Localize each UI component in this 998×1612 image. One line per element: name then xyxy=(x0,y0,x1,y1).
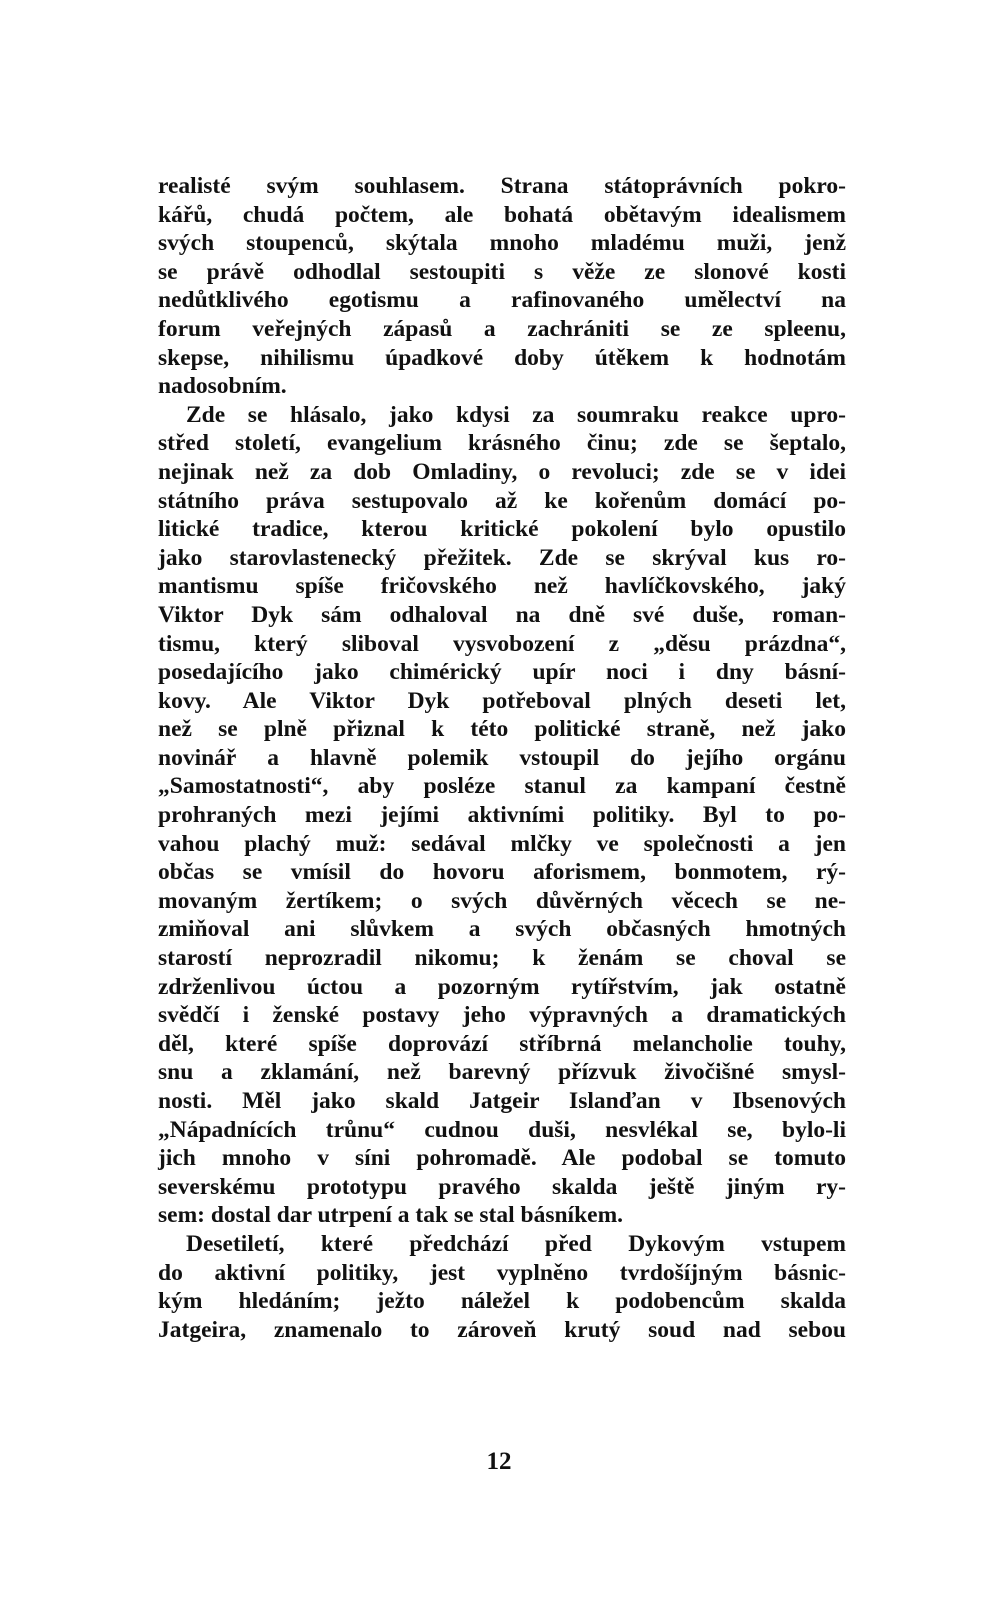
text-line: Desetiletí, které předchází před Dykovým vstupem xyxy=(186,1230,846,1257)
text-line: posedajícího jako chimérický upír noci i dny básní- xyxy=(158,659,846,686)
text-line: kým hledáním; ježto náležel k podobencům skalda xyxy=(158,1288,846,1315)
text-line: prohraných mezi jejími aktivními politiky. Byl to po- xyxy=(158,802,846,829)
text-line: zmiňoval ani slůvkem a svých občasných hmotných xyxy=(158,916,846,943)
text-line: movaným žertíkem; o svých důvěrných věcech se ne- xyxy=(158,887,846,914)
text-line: Zde se hlásalo, jako kdysi za soumraku reakce upro- xyxy=(186,401,846,428)
text-line: svých stoupenců, skýtala mnoho mladému muži, jenž xyxy=(158,230,846,257)
text-line: starostí neprozradil nikomu; k ženám se choval se xyxy=(158,945,846,972)
text-line: vahou plachý muž: sedával mlčky ve společnosti a jen xyxy=(158,830,846,857)
text-line: „Samostatnosti“, aby posléze stanul za kampaní čestně xyxy=(158,773,846,800)
text-line: forum veřejných zápasů a zachrániti se ze spleenu, xyxy=(158,315,846,342)
text-line: severskému prototypu pravého skalda ještě jiným ry- xyxy=(158,1173,846,1200)
text-line: nedůtklivého egotismu a rafinovaného umělectví na xyxy=(158,287,846,314)
text-line: kovy. Ale Viktor Dyk potřeboval plných deseti let, xyxy=(158,687,846,714)
text-line: mantismu spíše fričovského než havlíčkovského, jaký xyxy=(158,573,846,600)
text-line: svědčí i ženské postavy jeho výpravných a dramatických xyxy=(158,1002,846,1029)
text-line: děl, které spíše doprovází stříbrná melancholie touhy, xyxy=(158,1030,846,1057)
text-line: skepse, nihilismu úpadkové doby útěkem k hodnotám xyxy=(158,344,846,371)
page-number: 12 xyxy=(486,1448,512,1475)
text-line: Viktor Dyk sám odhaloval na dně své duše, roman- xyxy=(158,601,846,628)
text-line: kářů, chudá počtem, ale bohatá obětavým idealismem xyxy=(158,201,846,228)
text-line: státního práva sestupovalo až ke kořenům domácí po- xyxy=(158,487,846,514)
text-line: nadosobním. xyxy=(158,373,287,400)
text-line: nosti. Měl jako skald Jatgeir Islanďan v Ibsenových xyxy=(158,1088,846,1114)
text-line: se právě odhodlal sestoupiti s věže ze slonové kosti xyxy=(158,258,846,285)
text-line: než se plně přiznal k této politické straně, než jako xyxy=(158,716,846,743)
text-line: realisté svým souhlasem. Strana státoprávních pokro- xyxy=(158,173,846,199)
text-line: sem: dostal dar utrpení a tak se stal básníkem. xyxy=(158,1202,624,1229)
text-line: zdrženlivou úctou a pozorným rytířstvím, jak ostatně xyxy=(158,973,846,1000)
text-line: jich mnoho v síni pohromadě. Ale podobal se tomuto xyxy=(158,1145,846,1172)
text-line: snu a zklamání, než barevný přízvuk živočišné smysl- xyxy=(158,1059,846,1086)
text-line: tismu, který sliboval vysvobození z „děsu prázdna“, xyxy=(158,630,846,657)
text-line: nejinak než za dob Omladiny, o revoluci; zde se v idei xyxy=(158,458,846,485)
text-line: novinář a hlavně polemik vstoupil do jejího orgánu xyxy=(158,744,846,771)
text-line: do aktivní politiky, jest vyplněno tvrdošíjným básnic- xyxy=(158,1259,846,1286)
text-line: střed století, evangelium krásného činu; zde se šeptalo, xyxy=(158,430,846,457)
body-text xyxy=(158,172,846,1344)
text-line: občas se vmísil do hovoru aforismem, bonmotem, rý- xyxy=(158,859,846,886)
text-line: litické tradice, kterou kritické pokolení bylo opustilo xyxy=(158,516,846,543)
text-line: Jatgeira, znamenalo to zároveň krutý soud nad sebou xyxy=(158,1316,846,1343)
text-line: jako starovlastenecký přežitek. Zde se skrýval kus ro- xyxy=(158,544,846,571)
text-line: „Nápadnících trůnu“ cudnou duši, nesvlékal se, bylo-li xyxy=(158,1116,846,1143)
